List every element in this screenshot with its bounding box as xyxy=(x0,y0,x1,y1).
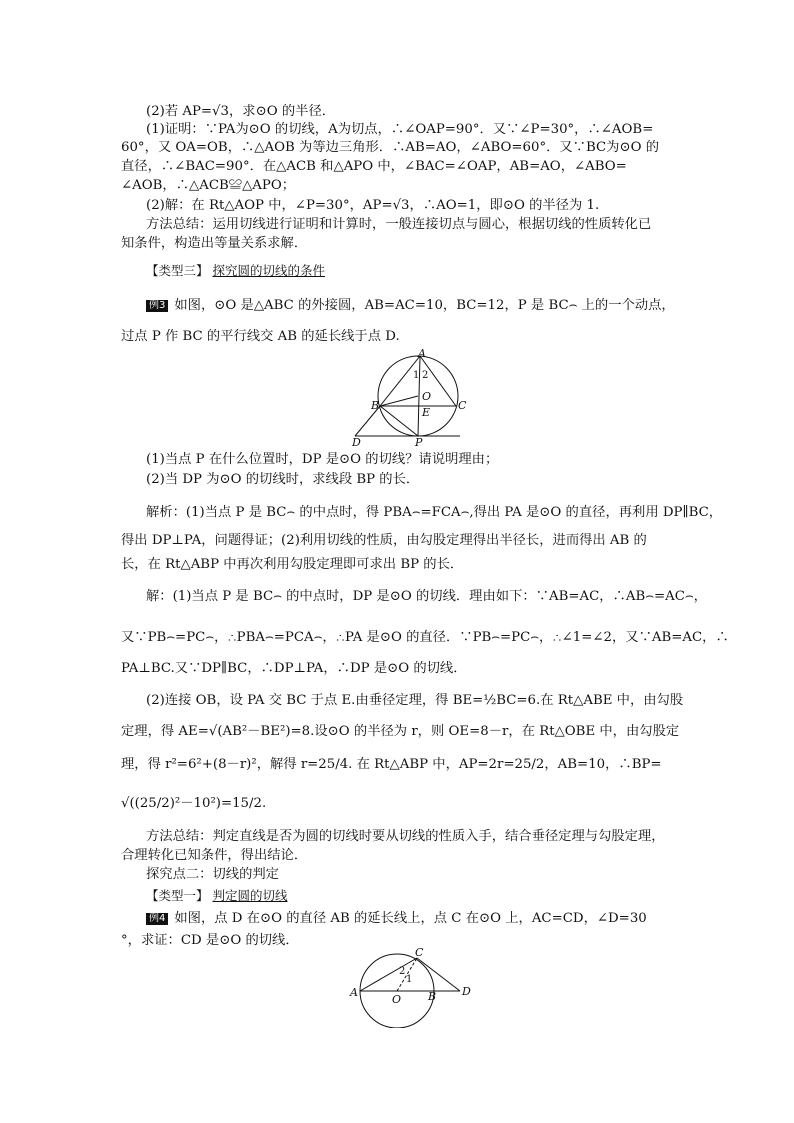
label-angle-1: 1 xyxy=(413,370,420,381)
method-summary: 方法总结：判定直线是否为圆的切线时要从切线的性质入手，结合垂径定理与勾股定理， xyxy=(146,829,665,844)
text-line: (2)连接 OB，设 PA 交 BC 于点 E.由垂径定理，得 BE=½BC=6.在 Rt△ABE 中，由勾股 xyxy=(146,693,684,708)
label-b: B xyxy=(428,990,437,1003)
text-line: 长，在 Rt△ABP 中再次利用勾股定理即可求出 BP 的长． xyxy=(121,557,464,572)
figure-circle-abc xyxy=(350,348,475,448)
label-angle-2: 2 xyxy=(399,966,406,977)
text-line: (2)当 DP 为⊙O 的切线时，求线段 BP 的长． xyxy=(146,472,420,487)
example3-line xyxy=(146,297,675,315)
label-d: D xyxy=(462,985,471,998)
text-line: 知条件，构造出等量关系求解． xyxy=(121,236,308,251)
type1-bracket: 【类型一】 xyxy=(146,888,209,903)
label-o: O xyxy=(392,993,402,1006)
text-line: (2)若 AP=√3，求⊙O 的半径． xyxy=(146,104,336,119)
text-line: (1)证明：∵PA为⊙O 的切线，A为切点，∴∠OAP=90°．又∵∠P=30°，∴∠AOB= xyxy=(146,122,654,137)
text-line: 得出 DP⊥PA，问题得证；(2)利用切线的性质，由勾股定理得出半径长，进而得出 AB 的 xyxy=(121,533,647,548)
label-b: B xyxy=(371,399,380,412)
text-line: (2)解：在 Rt△AOP 中，∠P=30°，AP=√3，∴AO=1，即⊙O 的半径为 1. xyxy=(146,198,600,213)
text-line: 又∵PB⌢=PC⌢，∴PBA⌢=PCA⌢，∴PA 是⊙O 的直径．∵PB⌢=PC⌢，∴∠1=∠2，又∵AB=AC，∴ xyxy=(121,630,729,645)
type1-heading xyxy=(146,887,288,905)
label-d: D xyxy=(352,436,361,448)
analysis: 解析：(1)当点 P 是 BC⌢ 的中点时，得 PBA⌢=FCA⌢,得出 PA 是⊙O 的直径，再利用 DP∥BC， xyxy=(146,505,723,520)
label-c: C xyxy=(415,948,424,959)
label-angle-1: 1 xyxy=(406,974,413,985)
label-p: P xyxy=(415,436,423,448)
type3-title: 探究圆的切线的条件 xyxy=(212,263,326,278)
label-a: A xyxy=(418,348,426,360)
text-line: 定理，得 AE=√(AB²－BE²)=8.设⊙O 的半径为 r，则 OE=8－r，在 Rt△OBE 中，由勾股定 xyxy=(121,724,680,739)
text-line: (1)当点 P 在什么位置时，DP 是⊙O 的切线？请说明理由； xyxy=(146,452,499,467)
type3-heading xyxy=(146,262,325,280)
text-line: 过点 P 作 BC 的平行线交 AB 的延长线于点 D. xyxy=(121,329,400,344)
text-line: 合理转化已知条件，得出结论． xyxy=(121,848,308,863)
method-summary: 方法总结：运用切线进行证明和计算时，一般连接切点与圆心，根据切线的性质转化已 xyxy=(146,217,652,232)
type1-title: 判定圆的切线 xyxy=(212,888,288,903)
example4-badge: 例4 xyxy=(146,913,168,925)
type3-bracket: 【类型三】 xyxy=(146,263,209,278)
text-line: 如图，点 D 在⊙O 的直径 AB 的延长线上，点 C 在⊙O 上，AC=CD，∠D=30 xyxy=(174,911,647,926)
label-a: A xyxy=(350,986,358,999)
example4-line xyxy=(146,910,647,928)
label-c: C xyxy=(458,399,467,412)
figure-circle-tangent xyxy=(345,948,480,1028)
text-line: √((25/2)²－10²)=15/2. xyxy=(121,796,267,811)
section-heading: 探究点二：切线的判定 xyxy=(146,867,279,882)
solution: 解：(1)当点 P 是 BC⌢ 的中点时，DP 是⊙O 的切线．理由如下：∵AB=AC，∴AB⌢=AC⌢， xyxy=(146,589,707,604)
example3-badge: 例3 xyxy=(146,300,168,312)
label-angle-2: 2 xyxy=(422,370,429,381)
label-e: E xyxy=(422,406,431,419)
text-line: °，求证：CD 是⊙O 的切线． xyxy=(121,933,299,948)
text-line: 直径，∴∠BAC=90°．在△ACB 和△APO 中，∠BAC=∠OAP，AB=AO，∠ABO= xyxy=(121,159,627,174)
text-line: 理，得 r²=6²+(8－r)²，解得 r=25/4. 在 Rt△ABP 中，AP=2r=25/2，AB=10，∴BP= xyxy=(121,757,662,772)
text-line: ∠AOB，∴△ACB≌△APO； xyxy=(121,178,296,193)
text-line: PA⊥BC.又∵DP∥BC，∴DP⊥PA，∴DP 是⊙O 的切线． xyxy=(121,661,467,676)
text-line: 如图，⊙O 是△ABC 的外接圆，AB=AC=10，BC=12，P 是 BC⌢ 上的一个动点， xyxy=(174,298,675,313)
label-o: O xyxy=(422,390,432,403)
text-line: 60°，又 OA=OB，∴△AOB 为等边三角形．∴AB=AO，∠ABO=60°．又∵BC为⊙O 的 xyxy=(121,140,660,155)
